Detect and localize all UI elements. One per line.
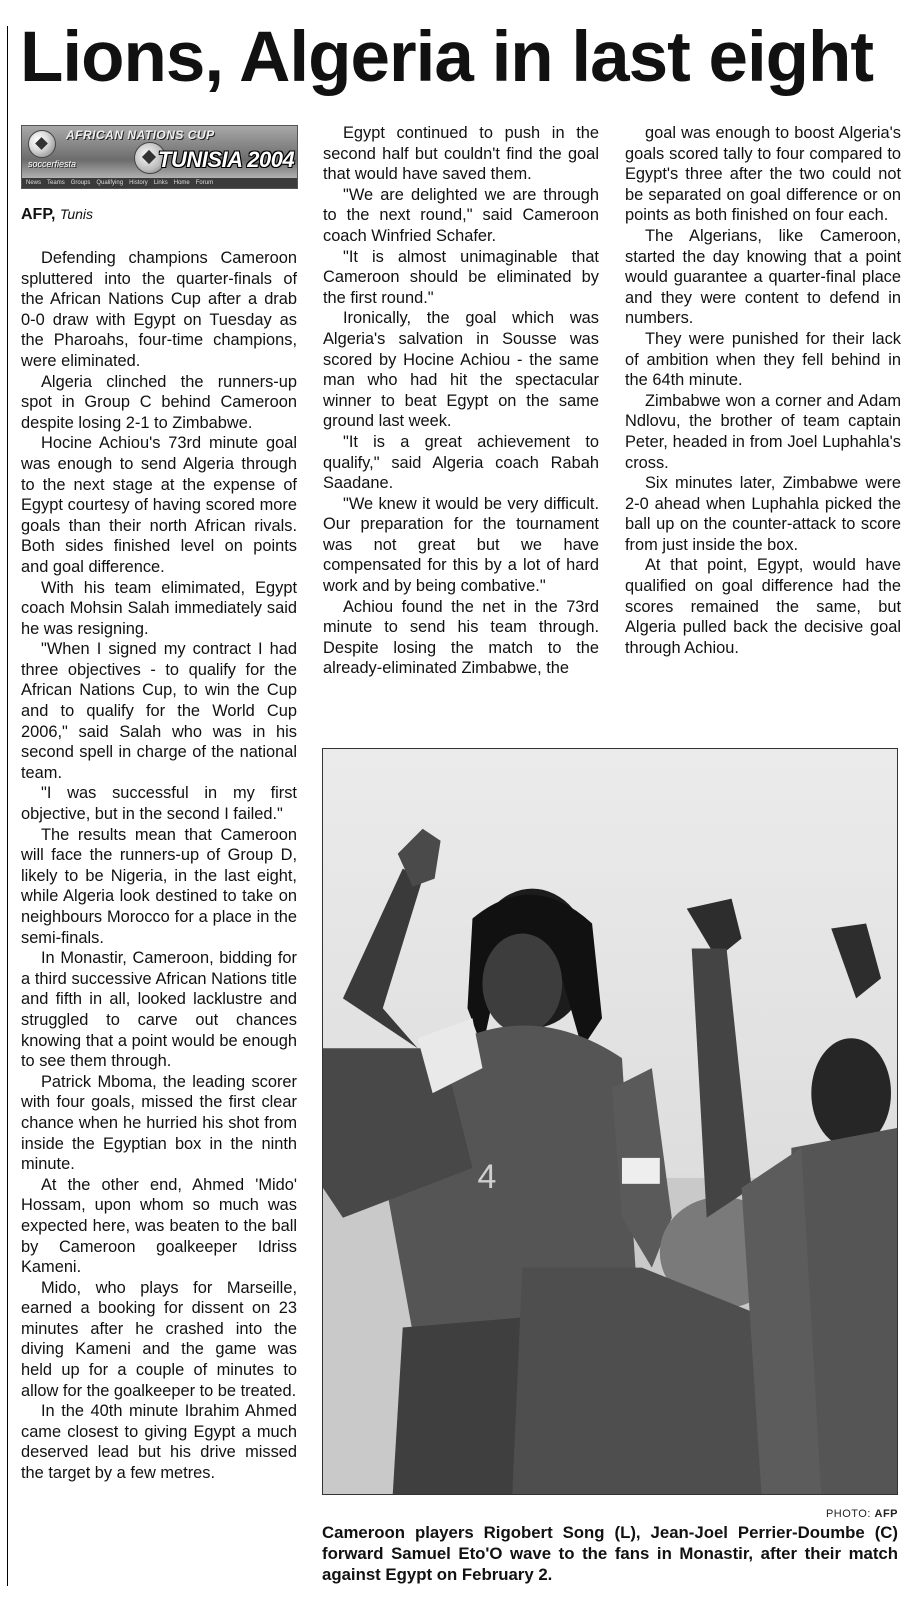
photo-credit (826, 1507, 898, 1521)
article-paragraph: In the 40th minute Ibrahim Ahmed came closest to giving Egypt a much deserved lead but his drive missed the target by a few metres. (21, 1402, 297, 1483)
dateline-place: Tunis (59, 206, 94, 222)
article-paragraph: They were punished for their lack of ambition when they fell behind in the 64th minute. (625, 329, 901, 390)
article-paragraph: "It is almost unimaginable that Cameroon should be eliminated by the first round." (323, 247, 599, 307)
article-paragraph: At the other end, Ahmed 'Mido' Hossam, upon whom so much was expected here, was beaten to the ball by Cameroon goalkeeper Idriss Kameni. (21, 1175, 297, 1277)
banner-event: TUNISIA 2004 (158, 147, 295, 172)
article-paragraph: goal was enough to boost Algeria's goals scored tally to four compared to Egypt's three after the two could not be separated on goal difference or on points as both finished on four each. (625, 124, 901, 225)
article-paragraph: Hocine Achiou's 73rd minute goal was enough to send Algeria through to the next stage at the expense of Egypt courtesy of having scored more goals than their north African rivals. Both sides finished level on points and goal difference. (21, 434, 297, 576)
photo-caption: Cameroon players Rigobert Song (L), Jean-Joel Perrier-Doumbe (C) forward Samuel Eto'O wave to the fans in Monastir, after their match against Egypt on February 2. (322, 1523, 898, 1584)
article-paragraph: Mido, who plays for Marseille, earned a booking for dissent on 23 minutes after he crashed into the diving Kameni and the game was held up for a couple of minutes to allow for the goalkeeper to be treated. (21, 1278, 297, 1400)
dateline-agency: AFP, (21, 206, 56, 223)
photo-credit-agency: AFP (874, 1508, 898, 1520)
article-paragraph: Patrick Mboma, the leading scorer with four goals, missed the first clear chance when he hurried his shot from inside the Egyptian box in the ninth minute. (21, 1072, 297, 1174)
article-paragraph: Six minutes later, Zimbabwe were 2-0 ahead when Luphahla picked the ball up on the counter-attack to score from just inside the box. (625, 474, 901, 554)
news-photo (322, 748, 898, 1495)
article-paragraph: Defending champions Cameroon spluttered into the quarter-finals of the African Nations Cup after a drab 0-0 draw with Egypt on Tuesday as the Pharoahs, four-time champions, were eliminated. (21, 249, 297, 370)
article-paragraph: Zimbabwe won a corner and Adam Ndlovu, the brother of team captain Peter, headed in from Joel Luphahla's cross. (625, 391, 901, 472)
article-column-3 (625, 123, 901, 658)
banner-navbar (22, 178, 297, 188)
article-column-2 (323, 123, 599, 679)
football-icon (28, 130, 56, 158)
article-paragraph: Algeria clinched the runners-up spot in Group C behind Cameroon despite losing 2-1 to Zimbabwe. (21, 372, 297, 432)
players-celebrating-illustration (323, 749, 897, 1494)
banner-brand: soccerfiesta (28, 159, 77, 169)
banner-title: AFRICAN NATIONS CUP (66, 128, 215, 142)
banner-nav-item: Groups (70, 180, 91, 186)
article-paragraph: "I was successful in my first objective, but in the second I failed." (21, 784, 297, 824)
article-paragraph: In Monastir, Cameroon, bidding for a third successive African Nations title and fifth in all, looked lacklustre and struggled to carve out chances knowing that a point would be enough to see them through. (21, 949, 297, 1071)
banner-nav-item: Teams (47, 180, 65, 186)
banner-nav-item: Links (153, 180, 168, 186)
article-paragraph: At that point, Egypt, would have qualified on goal difference had the scores remained the same, but Algeria pulled back the decisive goal through Achiou. (625, 556, 901, 657)
article-paragraph: The results mean that Cameroon will face the runners-up of Group D, likely to be Nigeria, in the last eight, while Algeria look destined to take on neighbours Morocco for a place in the semi-finals. (21, 825, 297, 947)
article-paragraph: "It is a great achievement to qualify," said Algeria coach Rabah Saadane. (323, 432, 599, 493)
jersey-number: 4 (477, 1157, 497, 1196)
article-column-1 (21, 248, 297, 1484)
article-paragraph: "When I signed my contract I had three objectives - to qualify for the African Nations Cup, to win the Cup and to qualify for the World Cup 2006," said Salah who was in his second spell in charge of the national team. (21, 640, 297, 782)
dateline (21, 204, 93, 225)
article-paragraph: With his team elimimated, Egypt coach Mohsin Salah immediately said he was resigning. (21, 578, 297, 638)
banner-nav-item: Forum (195, 180, 214, 186)
banner-nav-item: News (26, 180, 42, 186)
article-paragraph: The Algerians, like Cameroon, started the day knowing that a point would guarantee a quarter-final place and they were content to defend in numbers. (625, 226, 901, 328)
article-paragraph: "We knew it would be very difficult. Our preparation for the tournament was not great but we have compensated for this by a lot of hard work and by being combative." (323, 494, 599, 596)
banner-nav-item: Qualifying (96, 180, 124, 186)
article-paragraph: Achiou found the net in the 73rd minute to send his team through. Despite losing the match to the already-eliminated Zimbabwe, the (323, 597, 599, 678)
banner-nav-item: History (129, 180, 148, 186)
tournament-banner (21, 125, 298, 189)
article-paragraph: Ironically, the goal which was Algeria's salvation in Sousse was scored by Hocine Achiou - the same man who had hit the spectacular winner to beat Egypt on the same ground last week. (323, 309, 599, 431)
article-paragraph: Egypt continued to push in the second half but couldn't find the goal that would have saved them. (323, 124, 599, 184)
page-title: Lions, Algeria in last eight (20, 18, 874, 97)
banner-nav-item: Home (173, 180, 190, 186)
left-column-rule (7, 26, 8, 1586)
article-paragraph: "We are delighted we are through to the next round," said Cameroon coach Winfried Schafer. (323, 185, 599, 245)
photo-credit-label: PHOTO: (825, 1508, 871, 1520)
